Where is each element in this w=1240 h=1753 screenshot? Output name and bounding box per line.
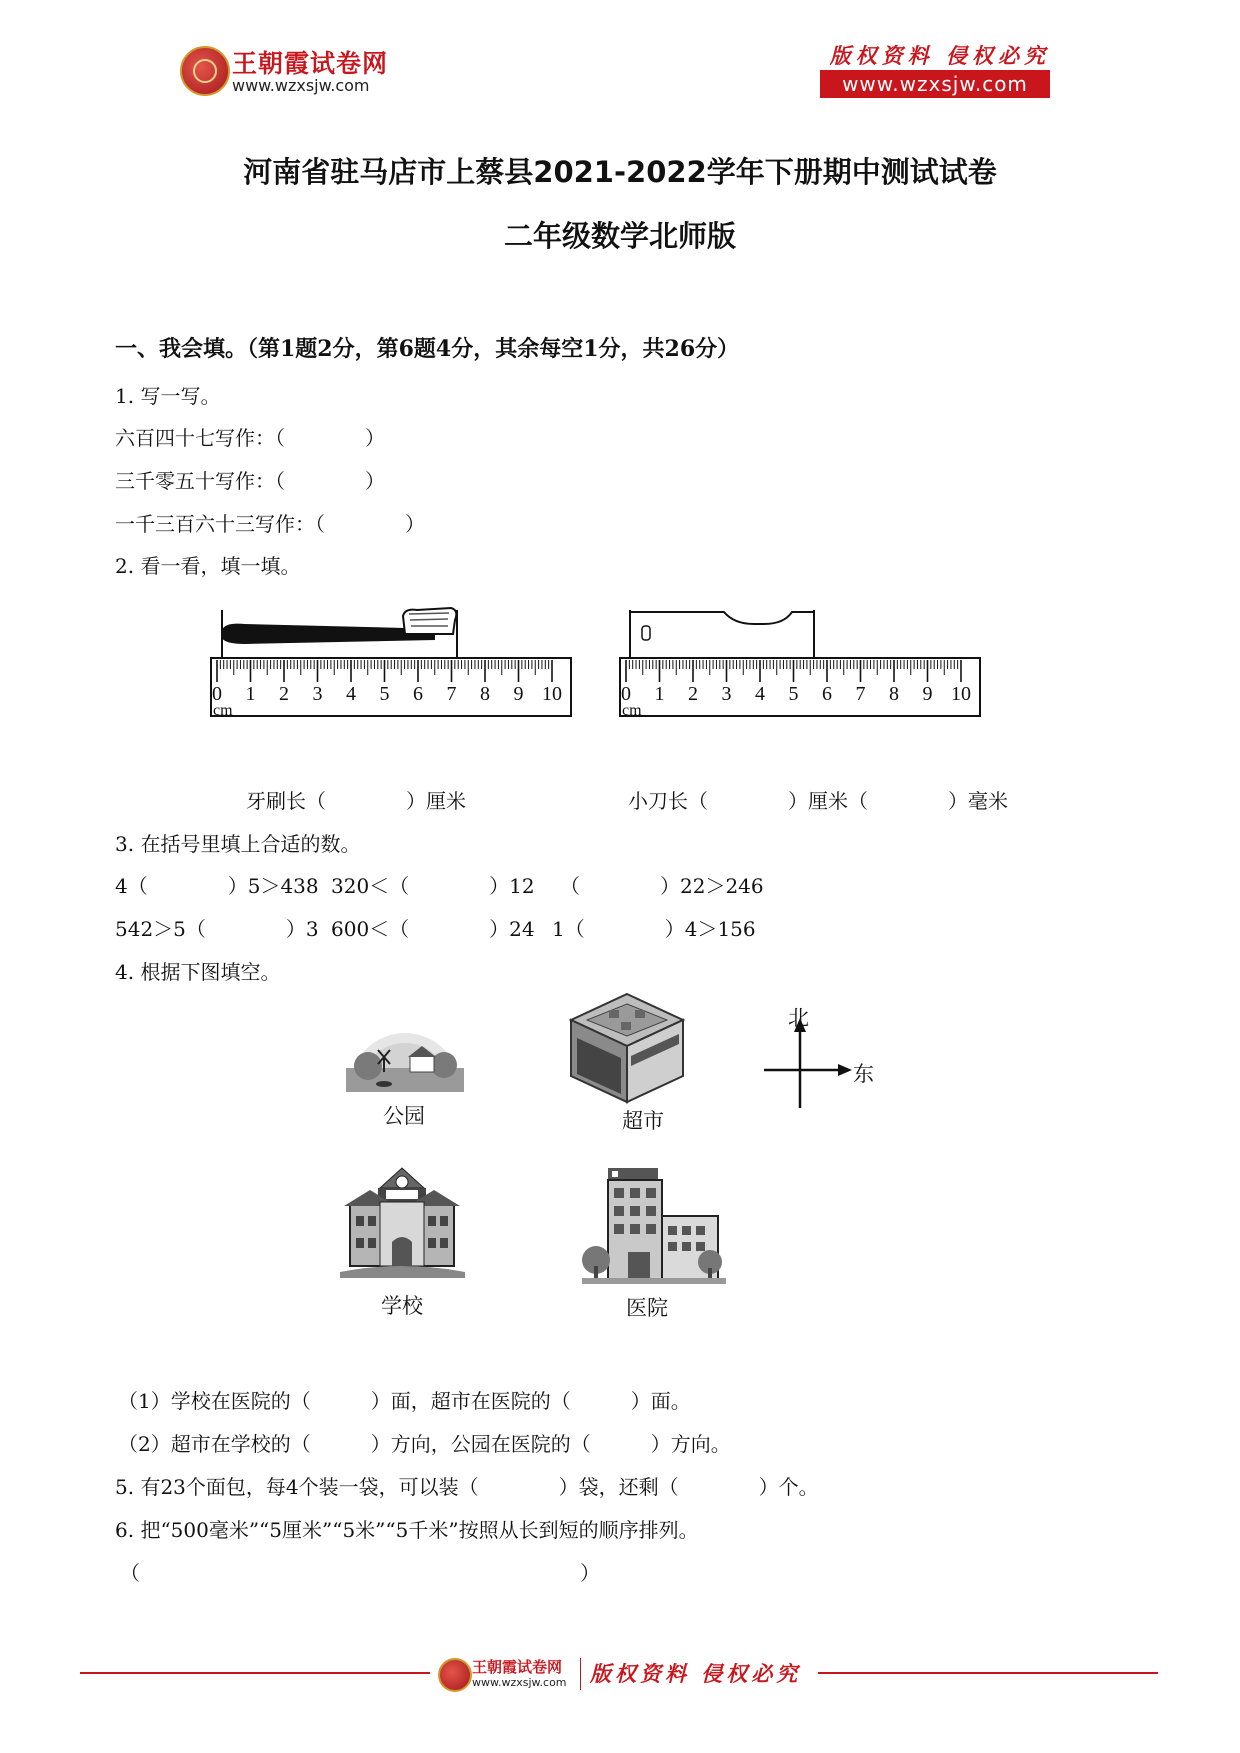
ruler-number: 5 (788, 683, 799, 705)
ruler-number: 7 (446, 683, 457, 705)
ruler-number: 8 (480, 683, 490, 705)
q3-item-2: 320＜（ ）12 (331, 874, 535, 898)
page-title: 河南省驻马店市上蔡县2021-2022学年下册期中测试试卷 (243, 155, 997, 189)
q1-line-2: 三千零五十写作：（ ） (115, 469, 385, 493)
knife-icon (630, 610, 814, 660)
q3-item-4: 542＞5（ ）3 (115, 917, 319, 941)
ruler-number: 5 (379, 683, 390, 705)
q6-blank: （ ） (120, 1561, 600, 1585)
park-label: 公园 (383, 1104, 425, 1128)
ruler-number: 3 (721, 683, 732, 705)
seal-icon (438, 1658, 472, 1692)
ruler (211, 658, 571, 719)
ruler-number: 10 (542, 683, 562, 705)
ruler-unit: cm (622, 702, 642, 719)
copyright-url: www.wzxsjw.com (820, 70, 1050, 98)
supermarket-icon (565, 990, 690, 1110)
toothbrush-answer: 牙刷长（ ）厘米 (246, 789, 466, 813)
q5-text: 5. 有23个面包，每4个装一袋，可以装（ ）袋，还剩（ ）个。 (115, 1475, 819, 1499)
toothbrush-icon (222, 608, 457, 660)
ruler-number: 10 (951, 683, 971, 705)
footer-copyright: 版权资料 侵权必究 (590, 1661, 802, 1686)
q3-item-3: （ ）22＞246 (560, 874, 764, 898)
ruler-number: 1 (245, 683, 256, 705)
knife-answer: 小刀长（ ）厘米（ ）毫米 (628, 789, 1008, 813)
ruler-number: 8 (889, 683, 899, 705)
footer-rule-right (818, 1672, 1158, 1674)
section-heading: 一、我会填。（第1题2分，第6题4分，其余每空1分，共26分） (115, 336, 740, 362)
footer-logo-name: 王朝霞试卷网 (472, 1658, 563, 1676)
supermarket-label: 超市 (622, 1109, 664, 1133)
page-subtitle: 二年级数学北师版 (503, 219, 736, 253)
footer-rule-left (80, 1672, 430, 1674)
q3-item-6: 1（ ）4＞156 (552, 917, 756, 941)
park-icon (340, 1010, 470, 1100)
q3-item-5: 600＜（ ）24 (331, 917, 535, 941)
ruler-number: 2 (279, 683, 289, 705)
q6-text: 6. 把“500毫米”“5厘米”“5米”“5千米”按照从长到短的顺序排列。 (115, 1518, 699, 1542)
knife-ruler-figure (614, 600, 994, 725)
ruler-unit: cm (213, 702, 233, 719)
ruler-number: 9 (922, 683, 933, 705)
ruler-number: 3 (312, 683, 323, 705)
compass-east: 东 (853, 1062, 874, 1086)
q1-prompt: 1. 写一写。 (115, 384, 221, 408)
q4-prompt: 4. 根据下图填空。 (115, 960, 281, 984)
ruler-number: 1 (654, 683, 665, 705)
q1-line-3: 一千三百六十三写作：（ ） (115, 512, 425, 536)
q3-prompt: 3. 在括号里填上合适的数。 (115, 832, 361, 856)
hospital-icon (578, 1160, 728, 1290)
logo-url: www.wzxsjw.com (232, 76, 370, 95)
school-icon (340, 1160, 465, 1285)
copyright-text: 版权资料 侵权必究 (829, 43, 1050, 68)
footer-logo-url: www.wzxsjw.com (472, 1676, 567, 1689)
toothbrush-ruler-figure (205, 600, 585, 725)
ruler-number: 0 (212, 683, 222, 705)
ruler-number: 6 (413, 683, 423, 705)
q3-item-1: 4（ ）5＞438 (115, 874, 319, 898)
footer-divider (580, 1658, 581, 1690)
ruler (620, 658, 980, 719)
q1-line-1: 六百四十七写作：（ ） (115, 426, 385, 450)
site-logo (180, 42, 400, 102)
ruler-number: 4 (346, 683, 356, 705)
hospital-label: 医院 (626, 1296, 668, 1320)
copyright-badge (820, 40, 1050, 100)
seal-icon (180, 46, 230, 96)
q4-sub1: （1）学校在医院的（ ）面，超市在医院的（ ）面。 (118, 1389, 691, 1413)
ruler-number: 7 (855, 683, 866, 705)
school-label: 学校 (381, 1294, 423, 1318)
q2-prompt: 2. 看一看，填一填。 (115, 554, 301, 578)
compass-north: 北 (788, 1006, 809, 1030)
ruler-number: 2 (688, 683, 698, 705)
ruler-number: 4 (755, 683, 765, 705)
footer-logo (438, 1656, 808, 1696)
ruler-number: 6 (822, 683, 832, 705)
q4-sub2: （2）超市在学校的（ ）方向，公园在医院的（ ）方向。 (118, 1432, 731, 1456)
logo-name: 王朝霞试卷网 (232, 49, 389, 78)
ruler-number: 0 (621, 683, 631, 705)
ruler-number: 9 (513, 683, 524, 705)
